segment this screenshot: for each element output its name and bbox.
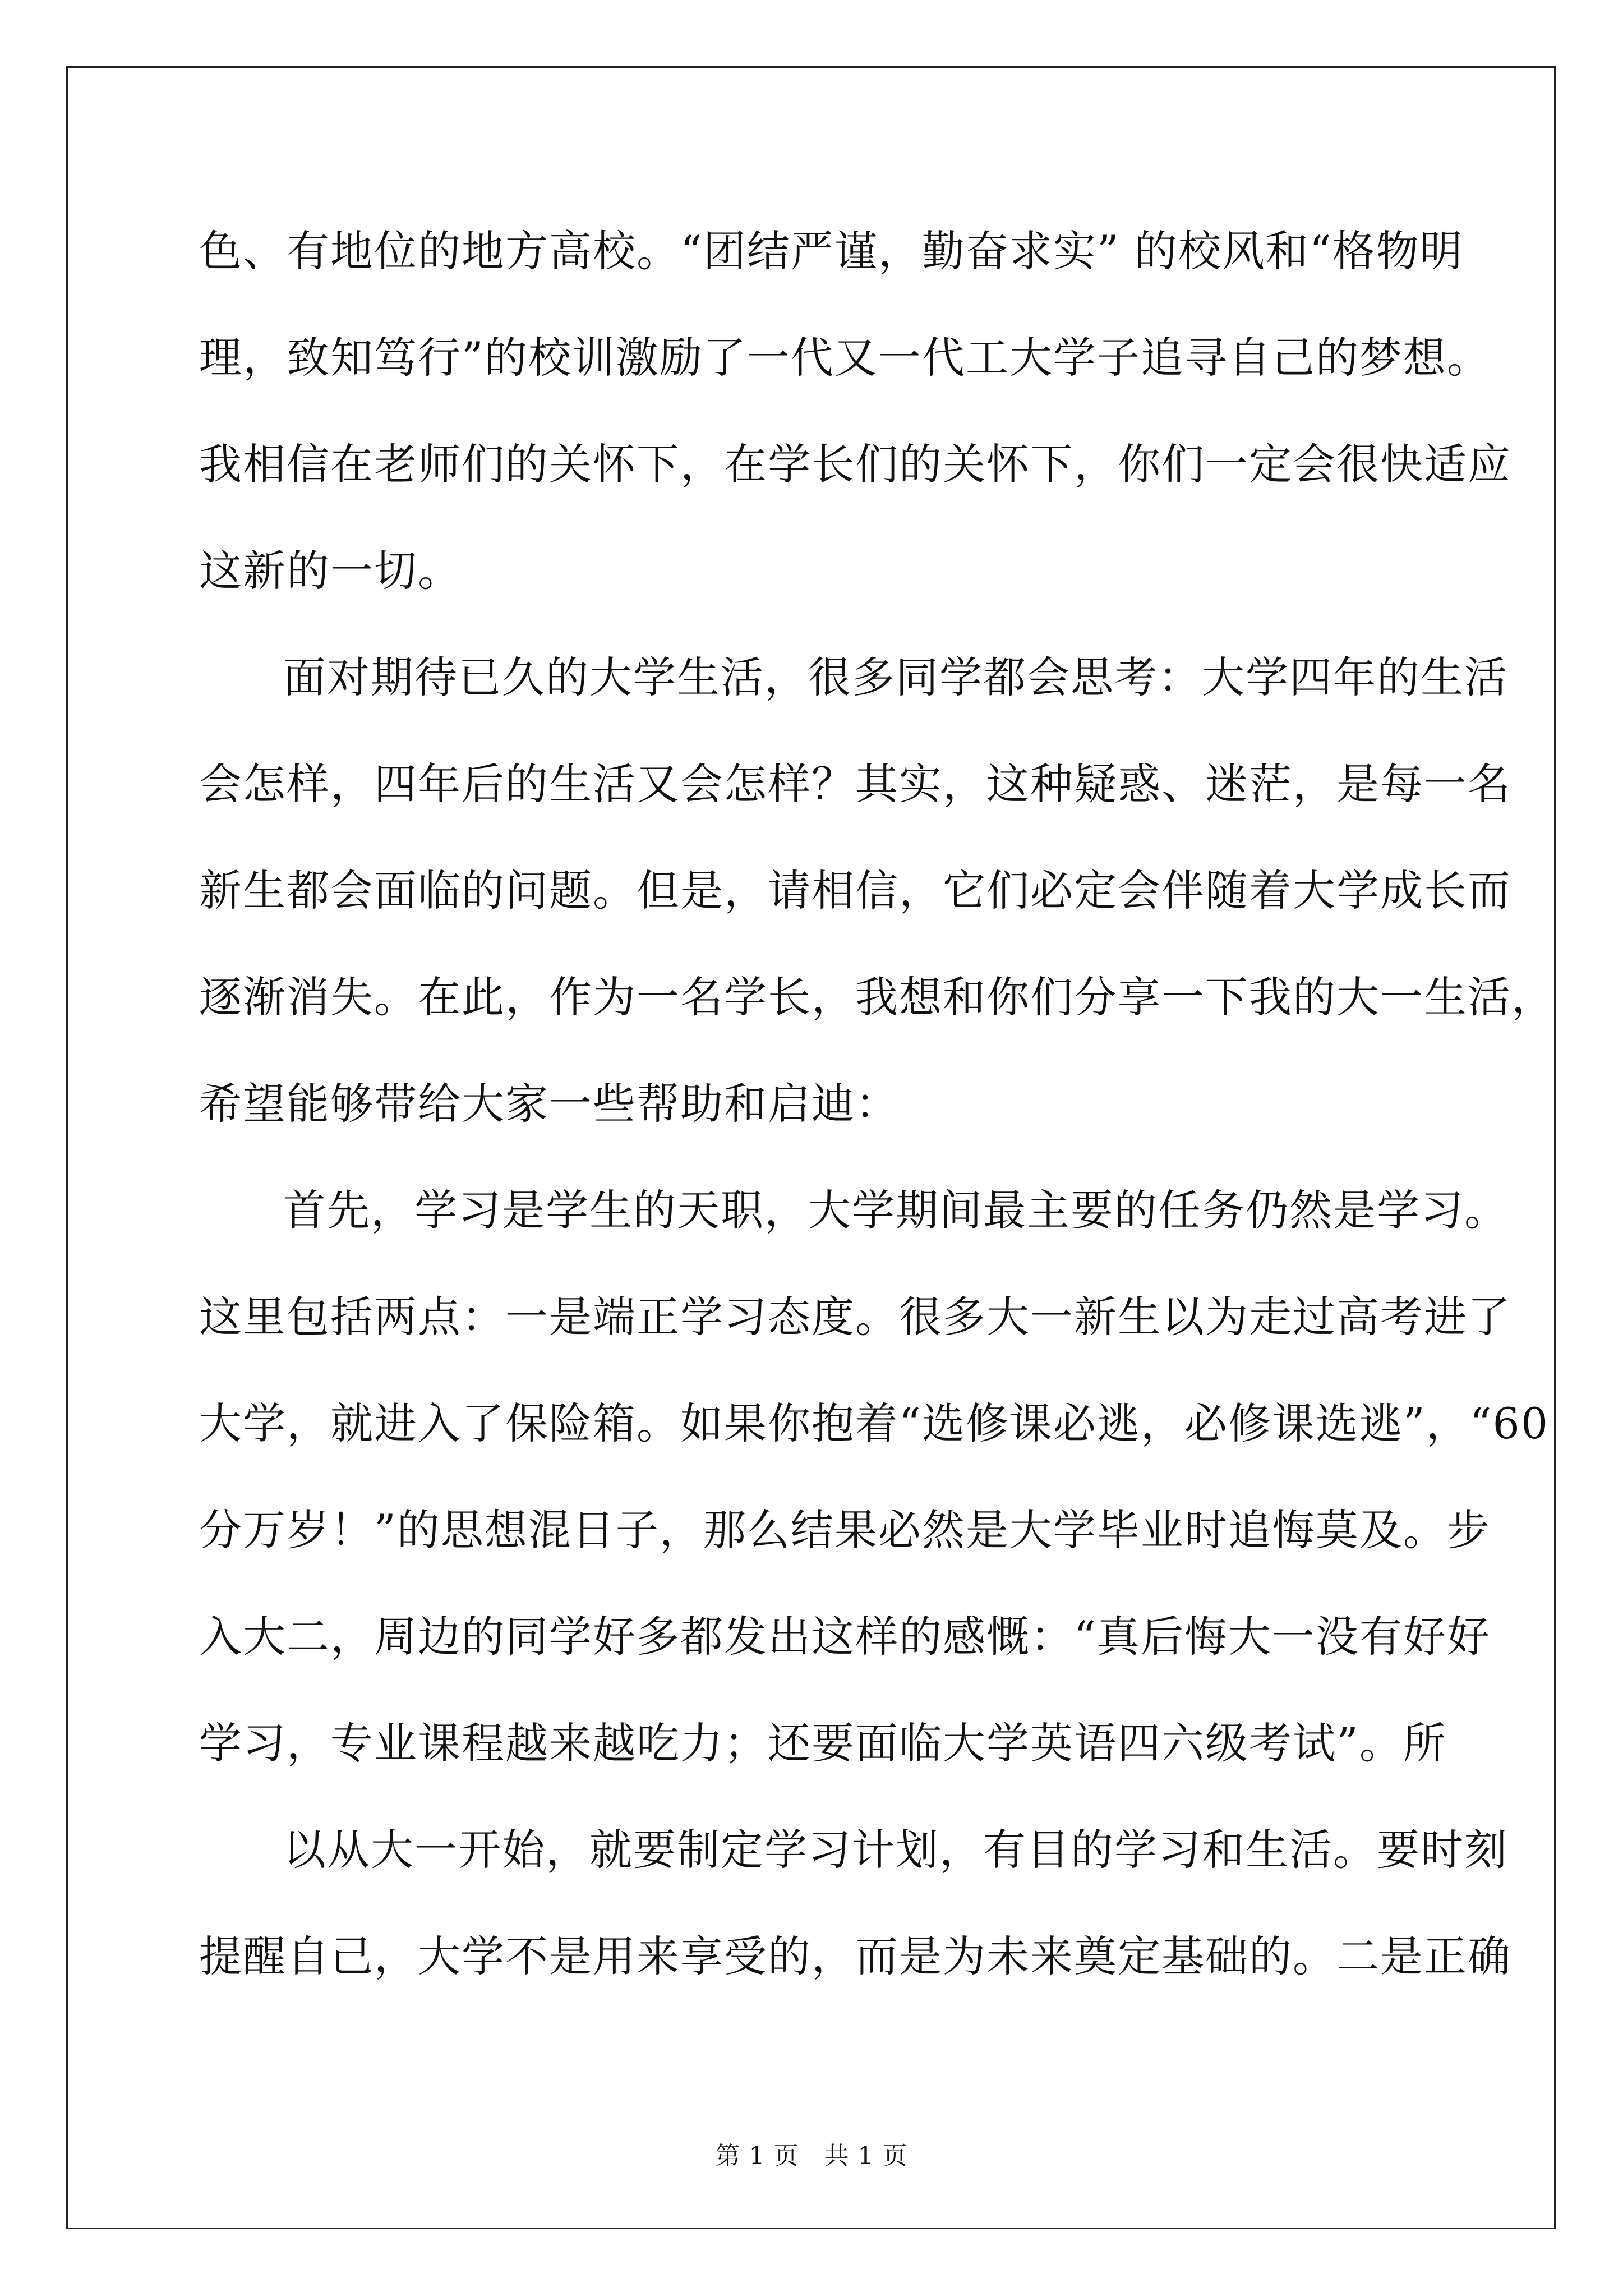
text-line: 这新的一切。: [199, 546, 462, 596]
paragraph-first-line: 面对期待已久的大学生活，很多同学都会思考：大学四年的生活: [283, 652, 1508, 702]
text-line: 希望能够带给大家一些帮助和启迪：: [199, 1079, 899, 1129]
text-line: 逐渐消失。在此，作为一名学长，我想和你们分享一下我的大一生活，: [199, 972, 1555, 1022]
text-line: 提醒自己，大学不是用来享受的，而是为未来奠定基础的。二是正确: [199, 1931, 1511, 1981]
text-line: 学习，专业课程越来越吃力；还要面临大学英语四六级考试”。所: [199, 1718, 1447, 1768]
page-number-footer: 第 1 页 共 1 页: [715, 2142, 908, 2170]
text-line: 新生都会面临的问题。但是，请相信，它们必定会伴随着大学成长而: [199, 866, 1511, 915]
paragraph-first-line: 首先，学习是学生的天职，大学期间最主要的任务仍然是学习。: [283, 1185, 1508, 1235]
text-line: 这里包括两点：一是端正学习态度。很多大一新生以为走过高考进了: [199, 1292, 1511, 1342]
text-line: 分万岁！”的思想混日子，那么结果必然是大学毕业时追悔莫及。步: [199, 1505, 1491, 1555]
text-line: 理，致知笃行”的校训激励了一代又一代工大学子追寻自己的梦想。: [199, 333, 1491, 383]
text-line: 入大二，周边的同学好多都发出这样的感慨：“真后悔大一没有好好: [199, 1612, 1491, 1662]
text-line: 色、有地位的地方高校。“团结严谨，勤奋求实” 的校风和“格物明: [199, 226, 1464, 276]
text-line: 会怎样，四年后的生活又会怎样？其实，这种疑惑、迷茫，是每一名: [199, 759, 1511, 809]
text-line: 我相信在老师们的关怀下，在学长们的关怀下，你们一定会很快适应: [199, 439, 1511, 489]
paragraph-first-line: 以从大一开始，就要制定学习计划，有目的学习和生活。要时刻: [283, 1825, 1508, 1875]
text-line: 大学，就进入了保险箱。如果你抱着“选修课必逃，必修课选逃”，“60: [199, 1398, 1550, 1448]
